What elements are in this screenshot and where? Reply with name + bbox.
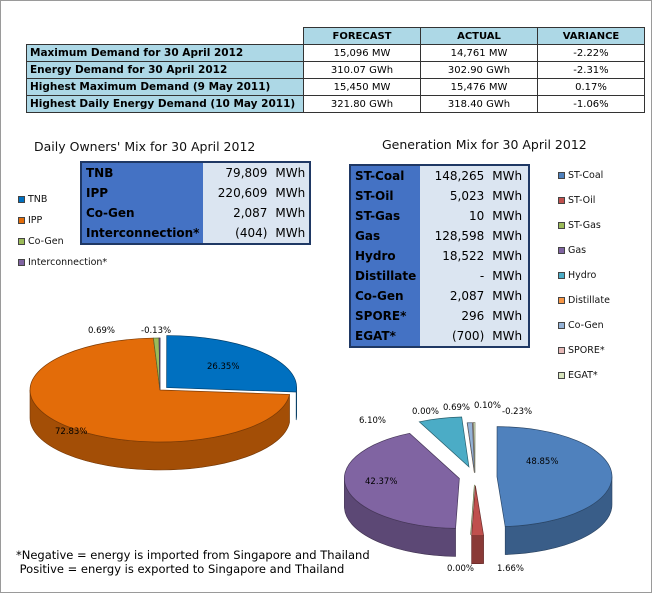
summary-header-forecast: FORECAST <box>304 28 421 45</box>
generation-name: EGAT* <box>350 326 420 347</box>
summary-actual: 15,476 MW <box>421 79 538 96</box>
generation-name: Distillate <box>350 266 420 286</box>
generation-legend-label: ST-Oil <box>568 195 596 206</box>
generation-mix-title: Generation Mix for 30 April 2012 <box>382 137 587 152</box>
generation-value: 10 <box>420 206 488 226</box>
generation-value: (700) <box>420 326 488 347</box>
generation-pie-data-label: 6.10% <box>359 416 387 426</box>
summary-label: Maximum Demand for 30 April 2012 <box>27 45 304 62</box>
generation-name: Co-Gen <box>350 286 420 306</box>
generation-name: ST-Coal <box>350 165 420 186</box>
summary-header-actual: ACTUAL <box>421 28 538 45</box>
generation-pie-slice-st-oil <box>472 486 484 536</box>
generation-unit: MWh <box>488 326 529 347</box>
generation-unit: MWh <box>488 226 529 246</box>
generation-legend-label: EGAT* <box>568 370 598 381</box>
generation-value: 5,023 <box>420 186 488 206</box>
owners-pie-data-label: 0.69% <box>88 326 116 336</box>
owners-unit: MWh <box>271 162 310 183</box>
generation-value: - <box>420 266 488 286</box>
generation-legend-label: Hydro <box>568 270 597 281</box>
generation-unit: MWh <box>488 286 529 306</box>
owners-unit: MWh <box>271 223 310 244</box>
generation-legend-label: Distillate <box>568 295 610 306</box>
generation-name: SPORE* <box>350 306 420 326</box>
summary-variance: -2.22% <box>538 45 645 62</box>
owners-name: Co-Gen <box>81 203 203 223</box>
summary-forecast: 15,096 MW <box>304 45 421 62</box>
generation-pie-slice-side-st-oil <box>472 536 484 564</box>
summary-actual: 302.90 GWh <box>421 62 538 79</box>
summary-label: Highest Daily Energy Demand (10 May 2011) <box>27 96 304 113</box>
owners-legend-label: Co-Gen <box>28 236 64 247</box>
generation-name: Hydro <box>350 246 420 266</box>
generation-unit: MWh <box>488 266 529 286</box>
owners-mix-title: Daily Owners' Mix for 30 April 2012 <box>34 139 256 154</box>
summary-label: Highest Maximum Demand (9 May 2011) <box>27 79 304 96</box>
owners-name: Interconnection* <box>81 223 203 244</box>
summary-actual: 14,761 MW <box>421 45 538 62</box>
generation-unit: MWh <box>488 206 529 226</box>
generation-name: ST-Gas <box>350 206 420 226</box>
generation-unit: MWh <box>488 306 529 326</box>
owners-unit: MWh <box>271 183 310 203</box>
generation-pie-data-label: 48.85% <box>526 457 559 467</box>
generation-legend-label: ST-Gas <box>568 220 601 231</box>
summary-variance: -1.06% <box>538 96 645 113</box>
owners-name: IPP <box>81 183 203 203</box>
summary-forecast: 321.80 GWh <box>304 96 421 113</box>
generation-value: 18,522 <box>420 246 488 266</box>
generation-value: 2,087 <box>420 286 488 306</box>
summary-variance: -2.31% <box>538 62 645 79</box>
generation-unit: MWh <box>488 186 529 206</box>
generation-legend-label: Gas <box>568 245 587 256</box>
owners-value: 79,809 <box>203 162 271 183</box>
summary-forecast: 15,450 MW <box>304 79 421 96</box>
owners-name: TNB <box>81 162 203 183</box>
summary-forecast: 310.07 GWh <box>304 62 421 79</box>
owners-legend-label: IPP <box>28 215 43 226</box>
footnote-line-2: Positive = energy is exported to Singapore and Thailand <box>16 562 345 576</box>
generation-pie-data-label: 1.66% <box>497 564 525 574</box>
generation-value: 296 <box>420 306 488 326</box>
owners-pie-data-label: 72.83% <box>55 427 88 437</box>
generation-name: ST-Oil <box>350 186 420 206</box>
generation-value: 128,598 <box>420 226 488 246</box>
owners-value: (404) <box>203 223 271 244</box>
footnote-line-1: *Negative = energy is imported from Singapore and Thailand <box>16 548 370 562</box>
generation-pie-data-label: 0.00% <box>447 564 475 574</box>
summary-actual: 318.40 GWh <box>421 96 538 113</box>
owners-legend-label: Interconnection* <box>28 257 108 268</box>
owners-pie-data-label: 26.35% <box>207 362 240 372</box>
generation-value: 148,265 <box>420 165 488 186</box>
summary-variance: 0.17% <box>538 79 645 96</box>
generation-pie-data-label: 42.37% <box>365 477 398 487</box>
generation-pie-data-label: 0.69% <box>443 403 471 413</box>
owners-value: 2,087 <box>203 203 271 223</box>
owners-legend-label: TNB <box>28 194 48 205</box>
owners-unit: MWh <box>271 203 310 223</box>
generation-legend-label: ST-Coal <box>568 170 604 181</box>
owners-value: 220,609 <box>203 183 271 203</box>
generation-pie-data-label: 0.00% <box>412 407 440 417</box>
generation-name: Gas <box>350 226 420 246</box>
owners-pie-data-label: -0.13% <box>141 326 172 336</box>
generation-unit: MWh <box>488 165 529 186</box>
generation-pie-data-label: 0.10% <box>474 401 502 411</box>
generation-legend-label: SPORE* <box>568 345 605 356</box>
generation-unit: MWh <box>488 246 529 266</box>
summary-label: Energy Demand for 30 April 2012 <box>27 62 304 79</box>
footnote <box>16 548 370 576</box>
generation-pie-data-label: -0.23% <box>502 407 533 417</box>
generation-legend-label: Co-Gen <box>568 320 604 331</box>
summary-header-variance: VARIANCE <box>538 28 645 45</box>
